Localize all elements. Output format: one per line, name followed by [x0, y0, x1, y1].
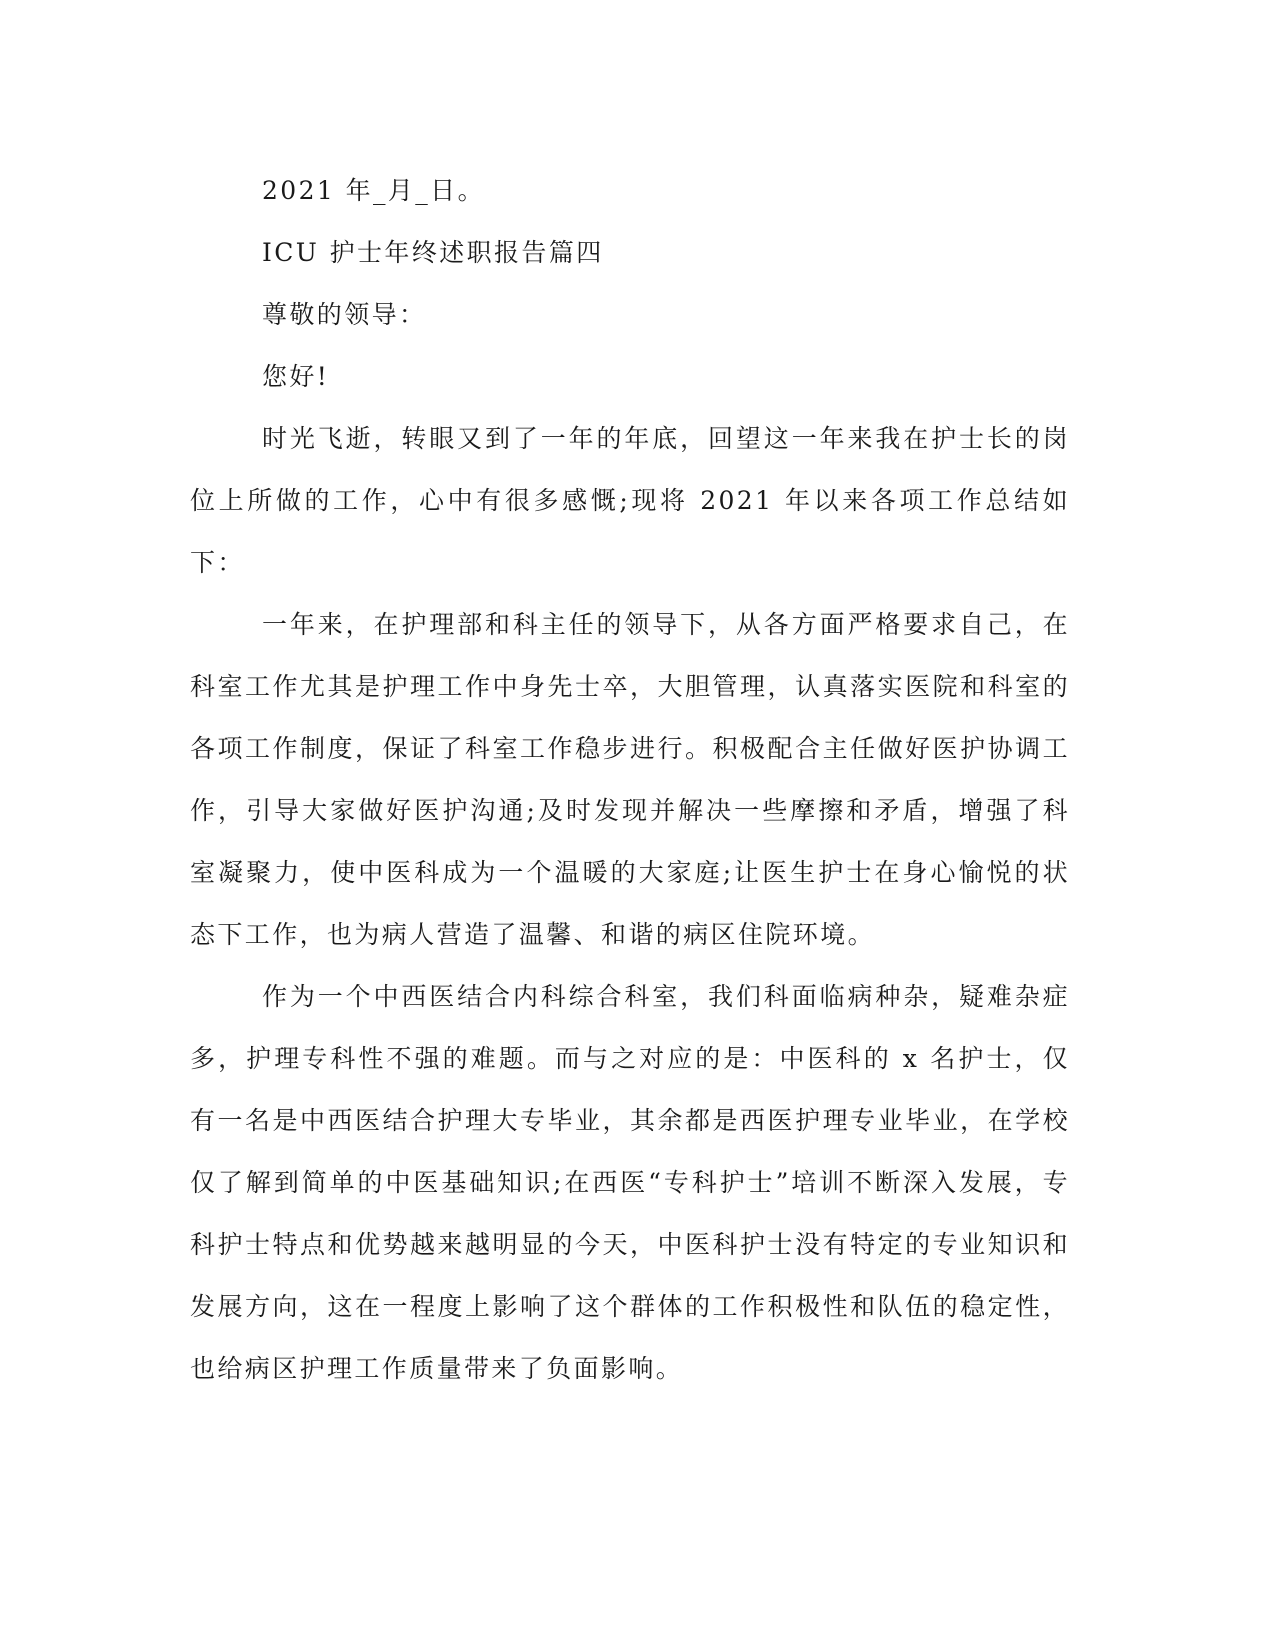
date-line: 2021 年_月_日。	[262, 176, 485, 205]
paragraph-intro: 时光飞逝，转眼又到了一年的年底，回望这一年来我在护士长的岗位上所做的工作，心中有很多感慨;现将 2021 年以来各项工作总结如下：	[190, 424, 1070, 577]
document-body	[190, 160, 1070, 1400]
paragraph-management: 一年来，在护理部和科主任的领导下，从各方面严格要求自己，在科室工作尤其是护理工作中身先士卒，大胆管理，认真落实医院和科室的各项工作制度，保证了科室工作稳步进行。积极配合主任做好医护协调工作，引导大家做好医护沟通;及时发现并解决一些摩擦和矛盾，增强了科室凝聚力，使中医科成为一个温暖的大家庭;让医生护士在身心愉悦的状态下工作，也为病人营造了温馨、和谐的病区住院环境。	[190, 610, 1070, 949]
salutation: 尊敬的领导：	[262, 300, 427, 329]
paragraph-challenges: 作为一个中西医结合内科综合科室，我们科面临病种杂，疑难杂症多，护理专科性不强的难题。而与之对应的是：中医科的 x 名护士，仅有一名是中西医结合护理大专毕业，其余都是西医护理专业毕业，在学校仅了解到简单的中医基础知识;在西医“专科护士”培训不断深入发展，专科护士特点和优势越来越明显的今天，中医科护士没有特定的专业知识和发展方向，这在一程度上影响了这个群体的工作积极性和队伍的稳定性，也给病区护理工作质量带来了负面影响。	[190, 982, 1070, 1383]
report-heading: ICU 护士年终述职报告篇四	[262, 238, 604, 267]
greeting: 您好!	[262, 362, 330, 391]
